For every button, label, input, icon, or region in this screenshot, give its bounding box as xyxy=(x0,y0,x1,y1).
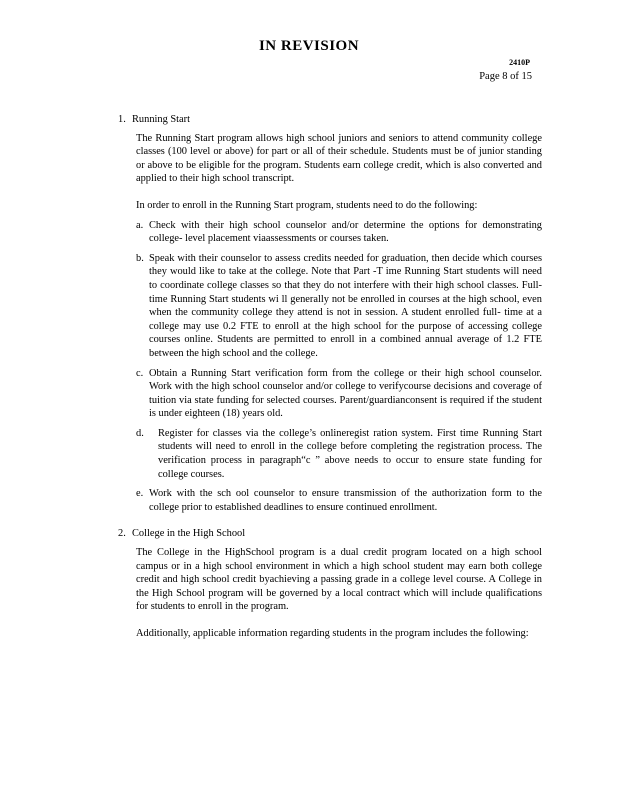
steps-list xyxy=(136,219,542,515)
list-item-letter: b. xyxy=(136,252,144,264)
section-number: 1. xyxy=(118,114,126,125)
list-item-text: Work with the sch ool counselor to ensure transmission of the authorization form to the college prior to established deadlines to ensure continued enrollment. xyxy=(149,488,542,513)
section-college-in-high-school xyxy=(118,527,542,640)
section-lead-paragraph: In order to enroll in the Running Start program, students need to do the following: xyxy=(136,199,478,211)
list-item-letter: e. xyxy=(136,488,144,500)
list-item-text: Check with their high school counselor and/or determine the options for demonstrating college- level placement viaassessments or courses taken. xyxy=(149,219,542,245)
section-body-college-in-high-school xyxy=(136,546,542,641)
section-title: Running Start xyxy=(132,114,191,125)
document-body xyxy=(118,113,542,654)
list-item xyxy=(136,487,542,514)
list-item-text: Speak with their counselor to assess credits needed for graduation, then decide which courses they would like to take at the college. Note that Part -T ime Running Start students will need to coordinate college classes so that they do not interfere with their high school classes. Full-time Running Start students wi ll generally not be enrolled in courses at the high school, even when the community college they attend is not in session. A student enrolled full- time at a college may use 0.2 FTE to enroll at the high school for the purpose of accessing college courses online. Students are permitted to enroll in a combined annual average of 1.2 FTE between the high school and the college. xyxy=(149,252,542,359)
list-item xyxy=(136,367,542,421)
list-item-letter: d. xyxy=(136,427,144,439)
list-item-letter: c. xyxy=(136,367,144,379)
page-title: IN REVISION xyxy=(258,38,360,54)
section-lead-paragraph: Additionally, applicable information regarding students in the program includes the following: xyxy=(136,628,529,639)
page-number: Page 8 of 15 xyxy=(479,71,532,82)
list-item xyxy=(136,427,542,481)
list-item-text: Register for classes via the college’s onlineregist ration system. First time Running Start students will need to enroll in the college before completing the registration process. The verification process in paragraph“c ” above needs to occur to ensure state funding for college courses. xyxy=(158,427,542,480)
section-body-running-start xyxy=(136,132,542,213)
list-item xyxy=(136,219,542,246)
section-intro-paragraph: The Running Start program allows high school juniors and seniors to attend community college classes (100 level or above) for part or all of their schedule. Students must be of junior standing or above to be eligible for the program. Students earn college credit, which is also converted and applied to their high school transcript. xyxy=(136,132,542,185)
section-number: 2. xyxy=(118,528,126,540)
section-heading-college-in-high-school xyxy=(118,527,542,541)
list-item-letter: a. xyxy=(136,219,144,231)
section-title: College in the High School xyxy=(132,528,246,540)
document-code: 2410P xyxy=(509,58,530,67)
section-intro-paragraph: The College in the HighSchool program is a dual credit program located on a high school campus or in a high school environment in which a high school student may earn both college credit and high school credit byachieving a passing grade in a college level course. A College in the High School program will be governed by a local contract which will include qualifications for students to enroll in the program. xyxy=(136,547,542,613)
list-item-text: Obtain a Running Start verification form from the college or their high school counselor. Work with the high school counselor and/or college to verifycourse decisions and coverage of tuition via state funding for selected courses. Parent/guardianconsent is required if the student is under eighteen (18) years old. xyxy=(149,367,542,420)
section-heading-running-start xyxy=(118,113,542,127)
list-item xyxy=(136,252,542,361)
